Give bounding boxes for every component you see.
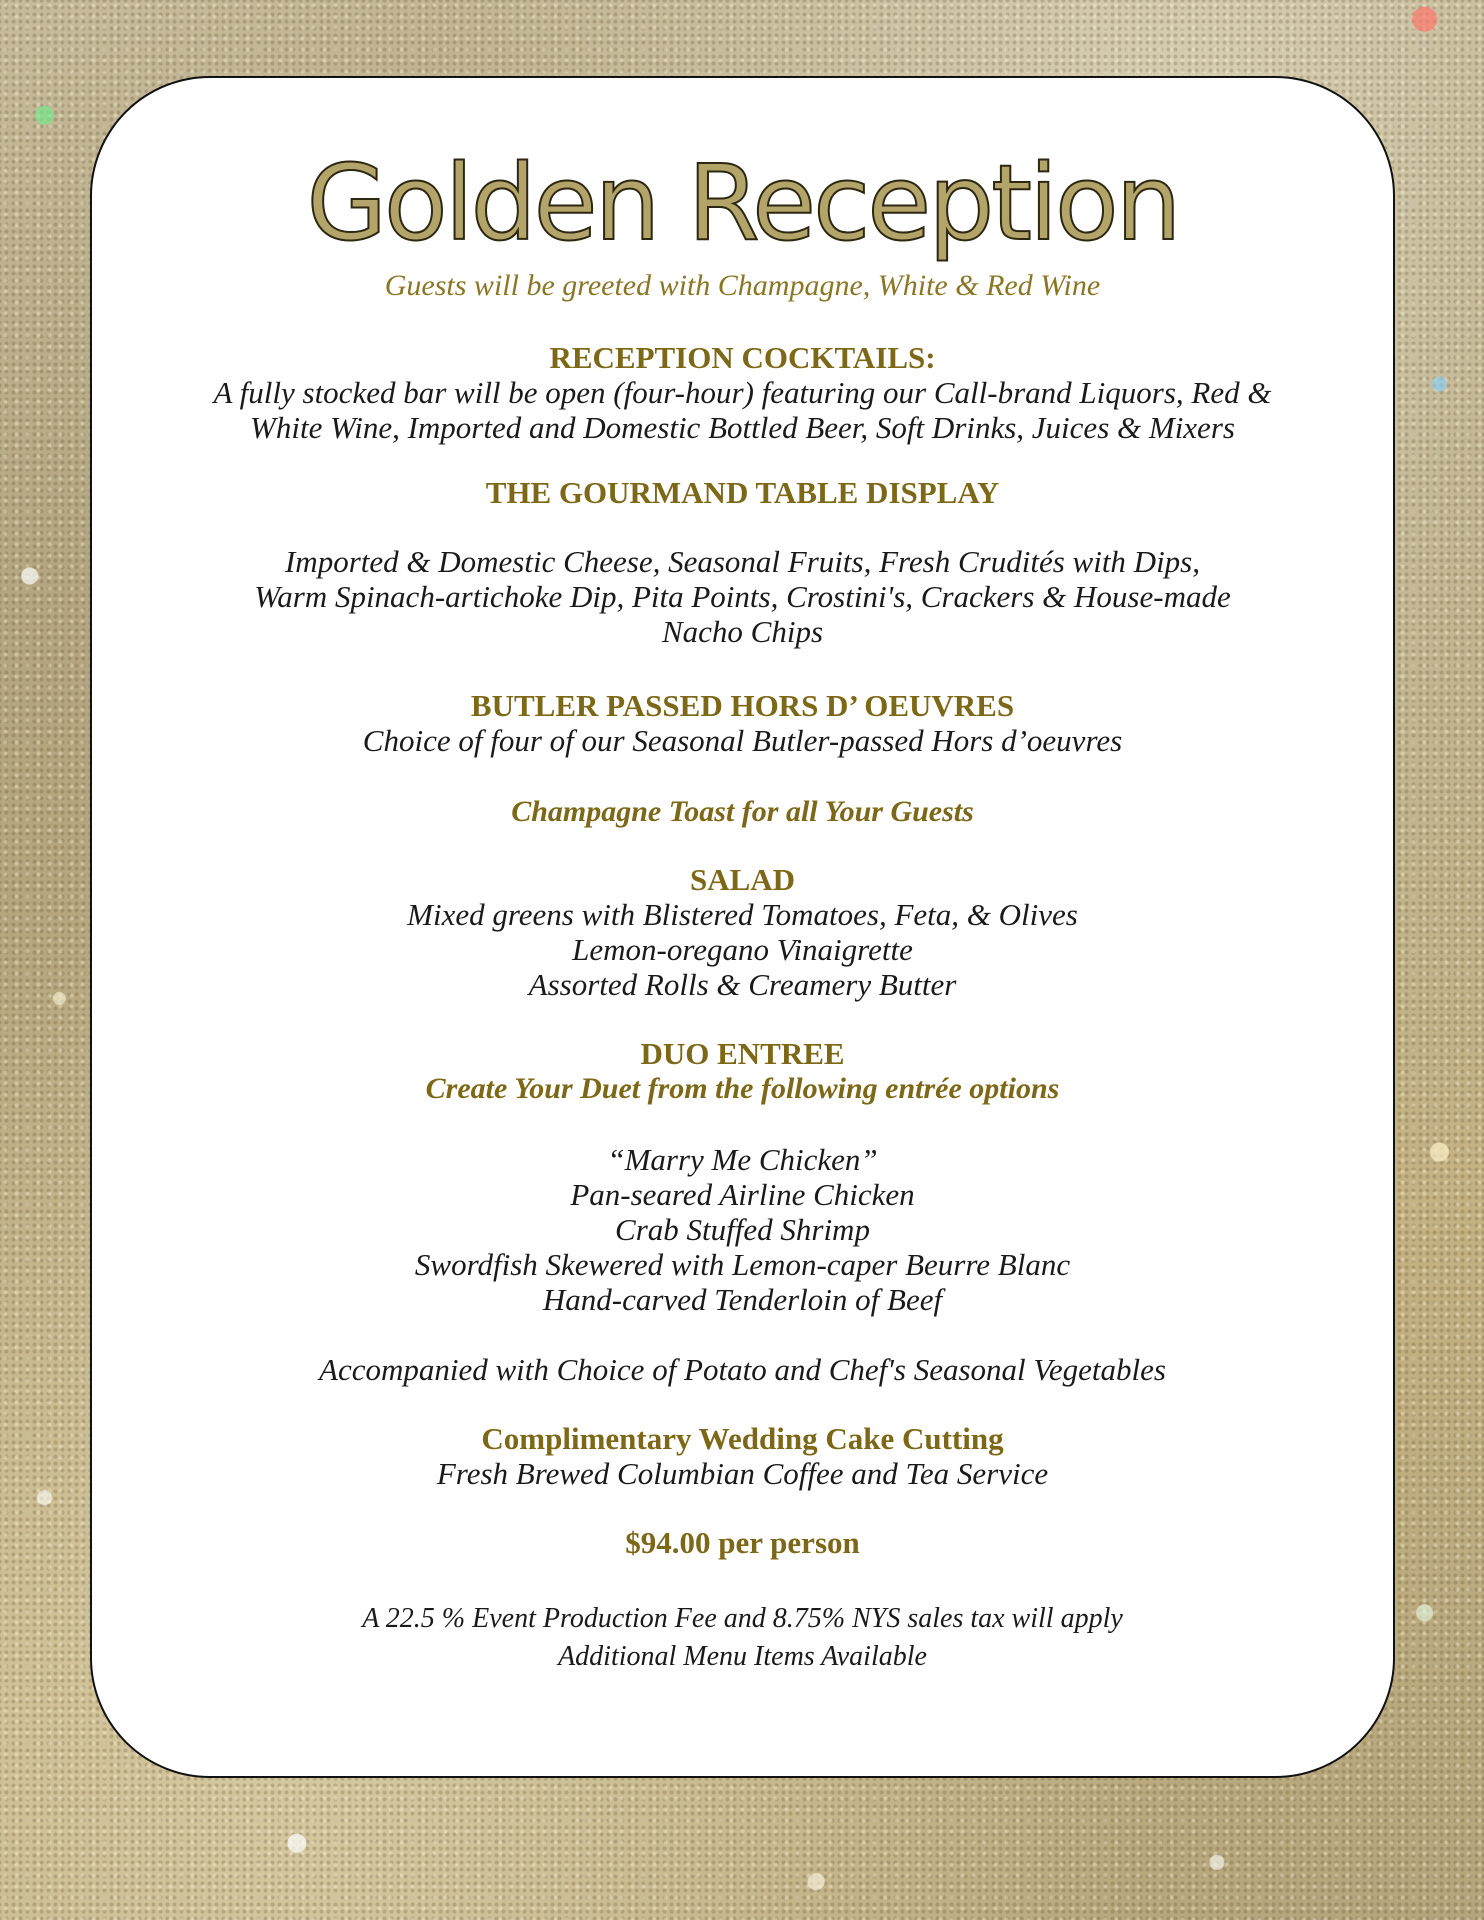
hors-doeuvres-line: Choice of four of our Seasonal Butler-passed Hors d’oeuvres — [362, 723, 1123, 758]
entree-option: Pan-seared Airline Chicken — [570, 1177, 915, 1212]
entree-option: Swordfish Skewered with Lemon-caper Beurre Blanc — [414, 1247, 1071, 1282]
salad-line: Lemon-oregano Vinaigrette — [572, 932, 913, 967]
menu-card — [90, 76, 1395, 1778]
gourmand-line: Imported & Domestic Cheese, Seasonal Fruits, Fresh Crudités with Dips, — [284, 544, 1200, 579]
gourmand-heading: THE GOURMAND TABLE DISPLAY — [485, 475, 1000, 510]
entree-option: Crab Stuffed Shrimp — [615, 1212, 870, 1247]
entree-subheading: Create Your Duet from the following entrée options — [425, 1072, 1060, 1105]
entree-accompaniment: Accompanied with Choice of Potato and Chef's Seasonal Vegetables — [319, 1352, 1166, 1387]
price: $94.00 per person — [625, 1525, 860, 1560]
fee-note: A 22.5 % Event Production Fee and 8.75% NYS sales tax will apply — [362, 1603, 1123, 1634]
gourmand-line: Warm Spinach-artichoke Dip, Pita Points, Crostini's, Crackers & House-made — [254, 579, 1231, 614]
entree-option: “Marry Me Chicken” — [607, 1142, 878, 1177]
menu-title: Golden Reception — [306, 142, 1179, 264]
entree-option: Hand-carved Tenderloin of Beef — [542, 1282, 943, 1317]
cake-heading: Complimentary Wedding Cake Cutting — [481, 1421, 1004, 1456]
gourmand-line: Nacho Chips — [661, 614, 824, 649]
cake-line: Fresh Brewed Columbian Coffee and Tea Service — [436, 1456, 1049, 1491]
salad-heading: SALAD — [689, 862, 796, 897]
salad-line: Mixed greens with Blistered Tomatoes, Feta, & Olives — [407, 897, 1078, 932]
additional-items-note: Additional Menu Items Available — [558, 1641, 927, 1672]
champagne-toast: Champagne Toast for all Your Guests — [511, 795, 974, 828]
entree-heading: DUO ENTREE — [640, 1036, 845, 1071]
salad-line: Assorted Rolls & Creamery Butter — [528, 967, 957, 1002]
cocktails-line: White Wine, Imported and Domestic Bottled Beer, Soft Drinks, Juices & Mixers — [250, 410, 1235, 445]
hors-doeuvres-heading: BUTLER PASSED HORS D’ OEUVRES — [470, 688, 1015, 723]
cocktails-heading: RECEPTION COCKTAILS: — [549, 340, 936, 375]
greeting-line: Guests will be greeted with Champagne, White & Red Wine — [384, 269, 1101, 302]
cocktails-line: A fully stocked bar will be open (four-hour) featuring our Call-brand Liquors, Red & — [213, 375, 1272, 410]
